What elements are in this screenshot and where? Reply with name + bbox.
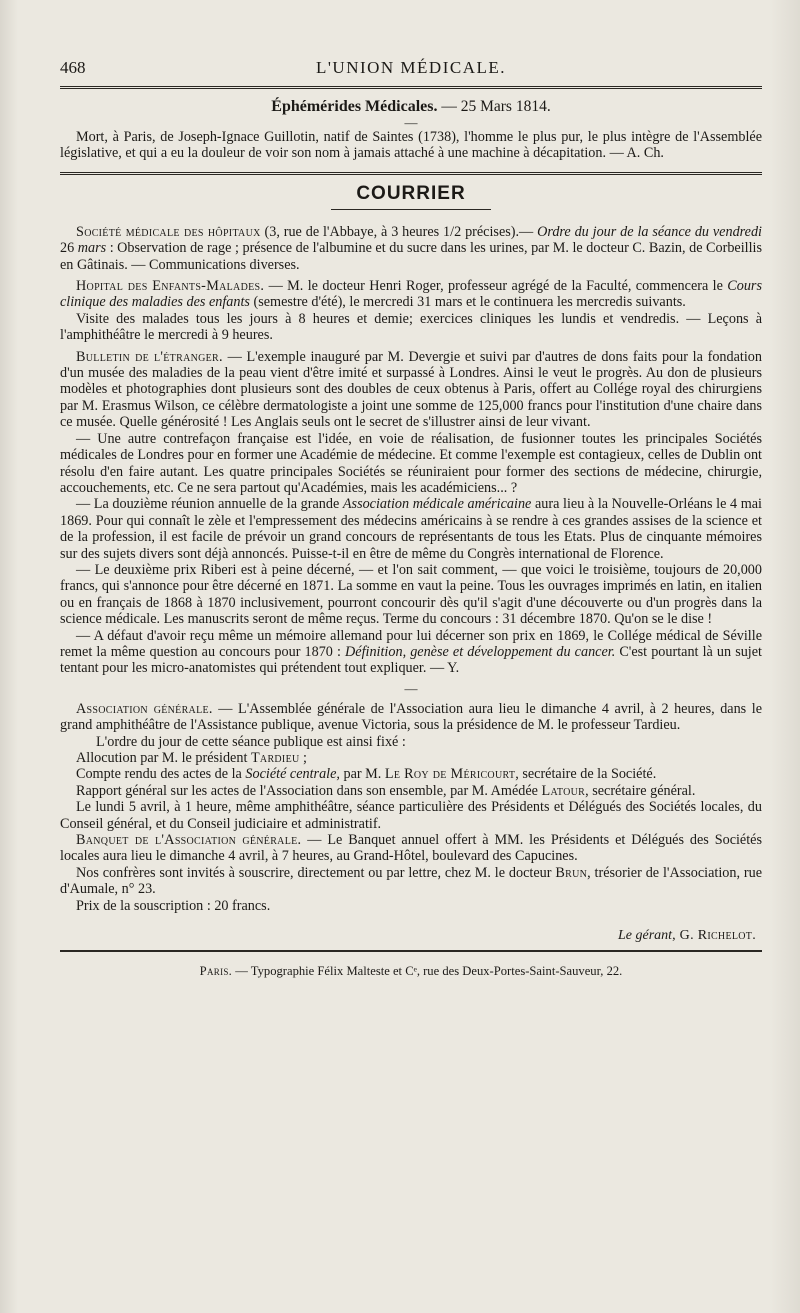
seville-text: — A défaut d'avoir reçu même un mémoire allemand pour lui décerner son prix en 1869, le Collége médical de Séville remet la même question au concours pour 1870 : bbox=[60, 627, 762, 660]
paragraph-lundi: Le lundi 5 avril, à 1 heure, même amphithéâtre, séance particulière des Présidents et Délégués des Sociétés locales, du Conseil général, et du Conseil judiciaire et administratif. bbox=[60, 799, 762, 832]
item1-name: Tardieu bbox=[250, 750, 300, 766]
societe-heading: Société médicale des hôpitaux bbox=[76, 223, 261, 240]
courrier-underline bbox=[331, 209, 491, 210]
paragraph-souscrire bbox=[60, 865, 762, 898]
courrier-title: COURRIER bbox=[356, 182, 466, 204]
association-text: — L'Assemblée générale de l'Association aura lieu le dimanche 4 avril, à 2 heures, dans le grand amphithéâtre de l'Assistance publique, avenue Victoria, sous la présidence de M. le professeur Tardieu. bbox=[60, 700, 762, 734]
souscrire-text: Nos confrères sont invités à souscrire, directement ou par lettre, chez M. le docteur bbox=[76, 864, 556, 881]
agenda-item-allocution bbox=[60, 750, 762, 766]
association-heading: Association générale. bbox=[76, 700, 213, 717]
paragraph-ordre: L'ordre du jour de cette séance publique est ainsi fixé : bbox=[96, 733, 406, 750]
paragraph-banquet bbox=[60, 832, 762, 865]
item2-mid: par M. bbox=[339, 766, 385, 783]
societe-date: 26 bbox=[60, 240, 78, 257]
bulletin-heading: Bulletin de l'étranger. bbox=[76, 348, 223, 365]
paragraph-visite: Visite des malades tous les jours à 8 heures et demie; exercices cliniques les lundis et vendredis. — Leçons à l'amphithéâtre le mercredi à 9 heures. bbox=[60, 310, 762, 344]
header-rule bbox=[60, 86, 762, 89]
gerant-name: , G. Richelot. bbox=[672, 928, 756, 944]
item2-italic: Société centrale, bbox=[245, 766, 340, 783]
douzieme-italic: Association médicale américaine bbox=[342, 496, 532, 513]
paragraph-bulletin bbox=[60, 349, 762, 431]
ephemerides-title: Éphémérides Médicales. bbox=[271, 98, 438, 115]
seville-text-2: C'est pourtant là un sujet tentant pour les micro-anatomistes qui prétendent tout expliquer. — Y. bbox=[60, 643, 762, 677]
hopital-course-title: Cours clinique des maladies des enfants bbox=[60, 278, 762, 311]
ephemerides-text: Mort, à Paris, de Joseph-Ignace Guillotin, natif de Saintes (1738), l'homme le plus pur, le plus intègre de l'Assemblée législative, et qui a eu la douleur de voir son nom à jamais attaché à une machine à décapitation. — A. Ch. bbox=[60, 129, 762, 162]
printer-imprint bbox=[60, 964, 762, 979]
ephemerides-heading bbox=[60, 97, 762, 117]
paragraph-hopital bbox=[60, 278, 762, 311]
bulletin-text: — L'exemple inauguré par M. Devergie et suivi par d'autres de dons faits pour la fondation d'un musée des maladies de la peau vient d'être imité et surpassé à Londres. Ainsi le veut le progrès. Au don de plusieurs modèles et photographies dont plusieurs sont des doubles de ceux obtenus à Paris, offert au Collége royal des chirurgiens par M. Erasmus Wilson, ce célèbre dermatologiste a joint une somme de 125,000 francs pour l'institution d'une chaire dans ce musée. Quelle générosité ! Les Anglais seuls ont le secret de s'illustrer ainsi de leur vivant. bbox=[60, 348, 762, 431]
societe-month: mars bbox=[77, 240, 107, 257]
page-number: 468 bbox=[60, 58, 86, 77]
item3-text: Rapport général sur les actes de l'Association dans son ensemble, par M. Amédée bbox=[76, 782, 542, 799]
agenda-item-rapport bbox=[60, 783, 762, 799]
paragraph-riberi: — Le deuxième prix Riberi est à peine décerné, — et l'on sait comment, — que voici le troisième, toujours de 20,000 francs, qui s'annonce pour être décerné en 1871. La somme en vaut la peine. Tous les ouvrages imprimés en latin, en italien ou en français de 1868 à 1870 inclusivement, pourront concourir dès qu'il s'agit d'une découverte ou d'un progrès dans la science médicale. Les manuscrits seront de même reçus. Terme du concours : 31 décembre 1870. Qu'on se le dise ! bbox=[60, 561, 762, 628]
seville-italic: Définition, genèse et développement du cancer. bbox=[345, 643, 616, 660]
item3-end: , secrétaire général. bbox=[585, 782, 696, 799]
imprint-text: — Typographie Félix Malteste et Cᵉ, rue des Deux-Portes-Saint-Sauveur, 22. bbox=[232, 964, 623, 979]
souscrire-end: , trésorier de l'Association, rue d'Aumale, n° 23. bbox=[60, 864, 762, 898]
ephemerides-date: — 25 Mars 1814. bbox=[441, 98, 551, 115]
footer-rule bbox=[60, 950, 762, 952]
hopital-heading: Hopital des Enfants-Malades. bbox=[76, 278, 265, 295]
journal-title: L'UNION MÉDICALE. bbox=[315, 58, 507, 77]
item2-text: Compte rendu des actes de la bbox=[76, 766, 246, 783]
banquet-text: — Le Banquet annuel offert à MM. les Présidents et Délégués des Sociétés locales aura lieu le dimanche 4 avril, à 7 heures, au Grand-Hôtel, boulevard des Capucines. bbox=[60, 832, 762, 865]
douzieme-text-2: aura lieu à la Nouvelle-Orléans le 4 mai 1869. Pour qui connaît le zèle et l'empressement des médecins américains à se rendre à ces grandes assises de la science et de la profession, il est facile de prévoir un grand concours de représentants de tous les Etats. Plus de cinquante mémoires sur des sujets divers sont déjà annoncés. Puisse-t-il en être de même du Congrès international de Florence. bbox=[60, 496, 762, 562]
item1-end: ; bbox=[299, 750, 307, 766]
gerant-signature bbox=[60, 928, 762, 944]
paragraph-societe bbox=[60, 224, 762, 273]
running-head bbox=[60, 0, 762, 86]
paragraph-douzieme bbox=[60, 496, 762, 562]
hopital-schedule: (semestre d'été), le mercredi 31 mars et le continuera les mercredis suivants. bbox=[249, 294, 686, 311]
banquet-heading: Banquet de l'Association générale. bbox=[76, 832, 302, 849]
ephemerides-separator: — bbox=[404, 115, 418, 130]
section-rule bbox=[60, 172, 762, 175]
paragraph-contrefacon: — Une autre contrefaçon française est l'idée, en voie de réalisation, de fusionner toutes les principales Sociétés médicales de Londres pour en former une Académie de médecine. Et comme l'exemple est contagieux, celles de Dublin ont résolu d'en faire autant. Les quatre principales Sociétés se réuniraient pour former des sections de médecine, chirurgie, accouchements, etc. Ce ne sera partout qu'Académies, mais les académiciens... ? bbox=[60, 430, 762, 496]
paragraph-association bbox=[60, 701, 762, 734]
paragraph-seville bbox=[60, 628, 762, 677]
imprint-city: Paris. bbox=[199, 964, 233, 979]
item1-text: Allocution par M. le président bbox=[76, 750, 251, 766]
souscrire-name: Brun bbox=[555, 864, 588, 881]
societe-program: : Observation de rage ; présence de l'albumine et du sucre dans les urines, par M. le docteur C. Bazin, de Corbeillis en Gâtinais. — Communications diverses. bbox=[60, 240, 763, 273]
item2-end: , secrétaire de la Société. bbox=[515, 766, 657, 783]
hopital-text: — M. le docteur Henri Roger, professeur agrégé de la Faculté, commencera le bbox=[264, 278, 728, 295]
societe-text: (3, rue de l'Abbaye, à 3 heures 1/2 précises).— bbox=[260, 223, 538, 240]
item3-name: Latour bbox=[541, 782, 586, 799]
douzieme-text: — La douzième réunion annuelle de la grande bbox=[76, 496, 343, 513]
item2-name: Le Roy de Méricourt bbox=[384, 766, 516, 783]
agenda-item-compte-rendu bbox=[60, 766, 762, 782]
gerant-label: Le gérant bbox=[618, 928, 673, 944]
paragraph-prix: Prix de la souscription : 20 francs. bbox=[76, 897, 271, 914]
societe-italic: Ordre du jour de la séance du vendredi bbox=[537, 223, 762, 240]
association-separator: — bbox=[404, 680, 418, 696]
